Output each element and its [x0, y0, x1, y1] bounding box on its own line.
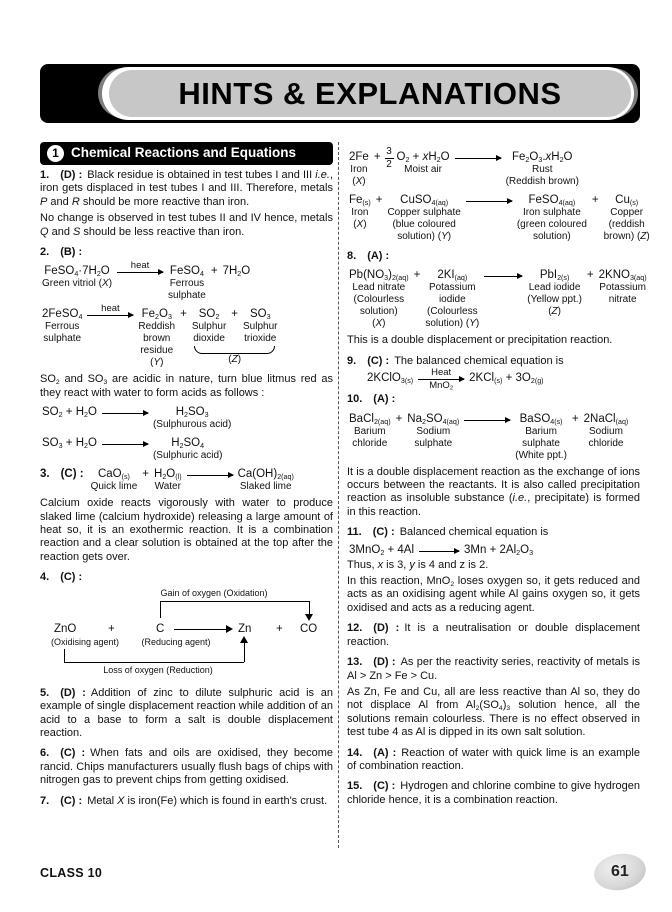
answer-text: Metal X is iron(Fe) which is found in earth's crust. [87, 794, 328, 807]
formula-label: brown) (Z) [603, 231, 650, 242]
formula-label: Sulphur [191, 321, 227, 333]
formula: $2KCl_{(s)} + 3O_{2(g)}$ [469, 372, 544, 386]
underbrace [194, 346, 275, 354]
reaction-arrow [187, 467, 233, 481]
grouped-products-row [190, 307, 280, 345]
formula-term [397, 150, 450, 176]
answer-key: (C) : [367, 354, 390, 367]
chapter-number-badge: 1 [47, 145, 64, 162]
question-number: 3. [40, 468, 50, 481]
formula-label: (green coloured [516, 219, 587, 230]
formula-label: Iron sulphate [522, 207, 581, 218]
answer-5 [40, 687, 333, 741]
answer-text: Black residue is obtained in test tubes I and III i.e., iron gets displaced in test tubes I and III. Therefore, metals P and R should be more reactive than iron. [40, 169, 333, 208]
question-number: 11. [347, 526, 362, 539]
arrow-line [87, 315, 133, 316]
equation-so2-water [40, 405, 333, 431]
formula-term [387, 193, 460, 243]
formula-term [349, 412, 391, 450]
formula-label: Quick lime [90, 481, 138, 493]
page-banner [40, 64, 640, 123]
answer-11 [347, 526, 640, 539]
formula: FeSO$_{4(aq)}$ [528, 194, 576, 207]
formula-label: (X) [352, 176, 366, 187]
equation-rust [347, 146, 640, 188]
equation-kclo3 [365, 367, 640, 392]
formula: $3Mn + 2Al_2O_3$ [464, 543, 534, 557]
formula-label: trioxide [244, 333, 277, 345]
answer-text: Balanced chemical equation is [399, 526, 549, 539]
answer-1-continued [40, 212, 333, 239]
formula: $Cu_{(s)}$ [615, 194, 639, 207]
formula-term [42, 307, 82, 345]
formula: $Fe_{(s)}$ [349, 194, 371, 207]
formula-term [349, 268, 409, 330]
arrow-line [102, 444, 148, 445]
answer-key: (A) : [367, 250, 390, 262]
answer-text: Hydrogen and chlorine combine to give hydrogen chloride hence, it is a combination reaction. [347, 780, 641, 806]
arrowhead-up-icon [240, 636, 248, 643]
formula-label: (Z) [548, 306, 561, 318]
formula-label: (Reddish brown) [505, 176, 579, 187]
reactant: ZnO [54, 622, 77, 635]
reaction-arrow [466, 193, 512, 207]
answer-key: (D) : [60, 686, 86, 699]
equation-mno2-al [347, 543, 640, 557]
answer-6 [40, 747, 333, 787]
fraction [385, 147, 394, 170]
formula-term [425, 268, 479, 330]
answer-key: (B) : [60, 246, 83, 259]
product: Zn [238, 622, 252, 635]
answer-text: This is a double displacement or precipitation reaction. [347, 334, 613, 347]
grouped-products [190, 307, 280, 366]
formula-label: solution) (Y) [397, 231, 452, 242]
formula-label: sulphate [414, 437, 453, 449]
formula-label: Ferrous [44, 321, 80, 333]
reduction-path-line [244, 643, 245, 662]
question-number: 6. [40, 747, 50, 760]
formula-term [599, 268, 647, 306]
formula: $7H_2O$ [222, 265, 251, 279]
formula: $Fe_2O_3$ [141, 308, 172, 322]
formula-term [517, 193, 587, 243]
answer-2 [40, 246, 333, 259]
formula-label: Potassium [599, 282, 646, 294]
answer-4 [40, 571, 333, 584]
formula-term [42, 264, 112, 290]
answer-key: (C) : [60, 747, 86, 760]
formula-label: (Colourless [427, 306, 478, 318]
formula-label: (Colourless [353, 294, 405, 306]
question-number: 12. [347, 622, 363, 635]
formula-label: (Yellow ppt.) [527, 294, 582, 306]
formula-term [243, 307, 277, 345]
formula: $H_2O_{(l)}$ [154, 468, 182, 482]
answer-text: Reaction of water with quick lime is an example of combination reaction. [347, 746, 640, 772]
answer-text: As Zn, Fe and Cu, all are less reactive than Al so, they do not displace Al from $Al_2(SO_4)_3$ solution hence, all the solutions remain colourless. There is no effect observed in test tube 4 as Al is dipped in its own salt solution. [347, 685, 640, 739]
equation-lead-nitrate [347, 268, 647, 330]
formula-label: (X) [372, 318, 386, 330]
answer-14 [347, 747, 640, 774]
note-text: $SO_2$ and $SO_3$ are acidic in nature, turn blue litmus red as they react with water to form acids as follows : [40, 373, 333, 399]
formula-label: (Sulphurous acid) [152, 419, 232, 431]
formula-term [153, 405, 231, 431]
reducing-agent-label: (Reducing agent) [141, 636, 211, 647]
answer-text: It is a neutralisation or double displacement reaction. [347, 622, 640, 648]
arrow-line [419, 551, 459, 552]
answer-key: (C) : [60, 468, 84, 481]
formula-term [469, 371, 543, 385]
answer-key: (C) : [60, 794, 83, 807]
formula-term [584, 412, 629, 450]
formula-label: chloride [588, 437, 624, 449]
reaction-arrow [87, 303, 133, 321]
answer-key: (D) : [373, 656, 396, 669]
formula-label: solution) [532, 231, 571, 242]
formula: 2FeSO$_4$ [42, 308, 83, 322]
equation-so3-water [40, 436, 333, 462]
answer-key: (A) : [373, 393, 396, 406]
formula-label: Slaked lime [239, 481, 292, 493]
formula-label: dioxide [193, 333, 225, 345]
formula: 2NaCl$_{(aq)}$ [583, 412, 629, 426]
formula: $SO_3$ [249, 308, 271, 322]
arrow-line [466, 201, 512, 202]
page-number: 61 [611, 863, 629, 881]
answer-9 [347, 355, 640, 368]
answer-text: Addition of zinc to dilute sulphuric acid is an example of single displacement reaction while addition of an acid to a base to form a salt is double displacement reaction. [40, 686, 333, 739]
answer-key: (A) : [373, 746, 397, 759]
formula: 3MnO$_2$ + 4Al [349, 543, 415, 557]
formula-label: Copper [610, 207, 644, 218]
reaction-arrow [102, 436, 148, 450]
formula-label: Lead iodide [528, 282, 581, 294]
formula-label: Barium [525, 425, 557, 437]
formula-label: Moist air [404, 164, 442, 175]
formula-term [407, 412, 459, 450]
arrow-catalyst: MnO$_2$ [429, 380, 454, 392]
product: CO [300, 622, 318, 635]
question-number: 13. [347, 656, 363, 669]
arrowhead-right-icon [226, 625, 233, 633]
formula: $H_2SO_4$ [171, 437, 205, 451]
right-column [347, 142, 650, 810]
formula: $SO_2 + H_2O$ [42, 406, 97, 420]
question-number: 2. [40, 246, 50, 259]
answer-11-values [347, 559, 640, 572]
answer-15 [347, 780, 640, 807]
question-number: 4. [40, 571, 50, 584]
plus-operator: + [413, 269, 421, 282]
formula-label: (X) [353, 219, 367, 230]
arrow-condition: heat [101, 303, 120, 315]
answer-key: (C) : [60, 571, 83, 584]
column-divider [338, 142, 339, 848]
question-number: 7. [40, 794, 50, 807]
formula-term [91, 467, 138, 493]
answer-text: Thus, x is 3, y is 4 and z is 2. [347, 558, 489, 571]
formula-label: Reddish [138, 321, 176, 333]
formula: CaO$_{(s)}$ [97, 468, 130, 482]
question-number: 15. [347, 780, 363, 793]
answer-8-text [347, 334, 640, 347]
reduction-label: Loss of oxygen (Reduction) [103, 664, 213, 675]
answer-7 [40, 795, 333, 808]
formula-label: (blue coloured [392, 219, 456, 230]
answer-11-text [347, 575, 640, 615]
oxidation-path-line [160, 601, 161, 618]
plus-operator: + [231, 308, 239, 321]
formula-label: Sodium [589, 425, 623, 437]
formula-term [192, 307, 226, 345]
plus-operator: + [571, 412, 579, 425]
answer-text: It is a double displacement reaction as the exchange of ions occurs between the reactants. It is also called precipitation reaction as insoluble substance (i.e., precipitate) is formed in this reaction. [347, 465, 640, 518]
arrow-line [187, 475, 233, 476]
formula-label: iodide [438, 294, 466, 306]
answer-10-text [347, 466, 640, 520]
formula: $SO_3 + H_2O$ [42, 437, 97, 451]
formula-label: sulphate [43, 333, 82, 345]
reaction-arrow [174, 629, 226, 630]
answer-10 [347, 393, 640, 406]
answer-key: (D) : [373, 622, 400, 635]
plus-operator: + [591, 194, 599, 206]
formula-label: sulphate [168, 290, 206, 302]
answer-key: (C) : [372, 526, 395, 539]
plus-operator: + [395, 412, 403, 425]
arrow-line [484, 276, 522, 277]
left-column [40, 142, 333, 811]
formula-label: residue [140, 345, 174, 357]
page-number-badge [591, 850, 648, 894]
plus-operator: + [142, 468, 149, 481]
reaction-arrow [419, 543, 459, 557]
formula-label: Sulphur [243, 321, 278, 333]
formula-term [238, 467, 294, 493]
formula: $2KI_{(aq)}$ [437, 269, 468, 283]
question-number: 5. [40, 686, 50, 699]
plus-operator: + [276, 622, 283, 635]
question-number: 8. [347, 250, 357, 262]
formula-label: (White ppt.) [515, 449, 567, 461]
formula-label: Sodium [416, 425, 451, 437]
formula-label: solution) (Y) [425, 318, 480, 330]
banner-pill [109, 70, 631, 117]
arrowhead-down-icon [305, 614, 313, 621]
plus-operator: + [375, 194, 383, 206]
answer-text: The balanced chemical equation is [394, 354, 564, 367]
equation-fe-cuso4 [347, 193, 650, 243]
formula-term [154, 467, 182, 493]
plus-operator: + [586, 269, 594, 282]
oxidising-agent-label: (Oxidising agent) [50, 636, 120, 647]
question-number: 14. [347, 746, 363, 759]
formula: $H_2SO_3$ [175, 406, 209, 420]
reduction-path-line [64, 649, 65, 662]
answer-text: In this reaction, MnO$_2$ loses oxygen so, it gets reduced and acts as an oxidising agent while Al gains oxygen so, it gets oxidised and acts as a reducing agent. [347, 575, 640, 614]
formula-label: Rust [531, 164, 553, 175]
formula-label: Ferrous [169, 278, 205, 290]
formula: $2KNO_{3(aq)}$ [598, 269, 647, 283]
footer-class-label: CLASS 10 [40, 866, 103, 880]
formula: $SO_2$ [198, 308, 220, 322]
answer-key: (C) : [373, 780, 396, 793]
formula-label: brown [143, 333, 171, 345]
reactant: C [156, 622, 165, 635]
answer-text: Calcium oxide reacts vigorously with water to produce slaked lime (calcium hydroxide) releasing a large amount of heat so, it is an exothermic reaction. It is a combination reaction and a clear solution is obtained at the top after the reaction gets over. [40, 497, 333, 563]
formula-term [42, 405, 97, 419]
brace-label: (Z) [228, 354, 242, 366]
formula: BaCl$_{2(aq)}$ [349, 412, 391, 426]
formula-term [42, 436, 97, 450]
fraction-numerator: 3 [386, 146, 392, 157]
formula: CuSO$_{4(aq)}$ [400, 194, 449, 207]
equation-feso4-decomposition [40, 303, 333, 369]
plus-operator: + [108, 622, 115, 635]
arrow-line [464, 420, 510, 421]
formula: BaSO$_{4(s)}$ [519, 412, 563, 426]
question-number: 1. [40, 169, 50, 181]
answer-key: (D) : [60, 169, 83, 181]
formula: $Na_2SO_{4(aq)}$ [407, 412, 460, 426]
formula: $Pb(NO_3)_{2(aq)}$ [349, 269, 409, 283]
formula-term [506, 150, 579, 188]
answer-text: As per the reactivity series, reactivity of metals is Al > Zn > Fe > Cu. [347, 656, 641, 682]
formula-label: sulphate [522, 437, 560, 449]
oxidation-path-line [160, 601, 310, 602]
formula-label: solution) [359, 306, 398, 318]
question-number: 9. [347, 354, 357, 367]
formula-label: Iron [350, 164, 368, 175]
reaction-arrow [455, 150, 501, 164]
formula: $Fe_2O_3.xH_2O$ [512, 151, 573, 164]
formula-term [168, 264, 206, 302]
formula-label: Copper sulphate [387, 207, 461, 218]
formula-term [349, 543, 414, 557]
arrow-line [102, 413, 148, 414]
formula-term [349, 193, 371, 231]
answer-text: When fats and oils are oxidised, they become rancid. Chips manufacturers usually flush bags of chips with nitrogen gas to prevent chips from getting oxidised. [40, 747, 333, 787]
formula-term [464, 543, 533, 557]
arrow-condition: heat [130, 260, 150, 272]
formula-term [515, 412, 567, 462]
answer-1 [40, 169, 333, 209]
formula-term [367, 371, 413, 385]
plus-operator: + [373, 151, 381, 163]
answer-text: No change is observed in test tubes II and IV hence, metals Q and S should be less reactive than iron. [40, 212, 333, 238]
redox-diagram [42, 588, 324, 680]
formula: 2Fe [349, 151, 369, 163]
answer-13-text [347, 686, 640, 740]
plus-operator: + [210, 265, 218, 278]
formula-label: Iron [351, 207, 369, 218]
formula-label: (reddish [608, 219, 645, 230]
reaction-arrow [464, 412, 510, 426]
formula-label: Lead nitrate [352, 282, 406, 294]
formula-term [349, 150, 369, 188]
arrow-condition: Heat [431, 367, 452, 379]
reaction-arrow [102, 405, 148, 419]
formula: $O_2 + xH_2O$ [396, 151, 450, 164]
oxidation-label: Gain of oxygen (Oxidation) [160, 587, 268, 598]
formula: PbI$_{2(s)}$ [539, 269, 570, 283]
formula-label: Barium [353, 425, 386, 437]
answer-3-text [40, 497, 333, 564]
answer-3-equation [40, 467, 333, 493]
formula-label: chloride [352, 437, 388, 449]
formula-term [604, 193, 650, 243]
equation-bacl2 [347, 412, 640, 462]
oxidation-path-line [309, 601, 310, 614]
fraction-denominator: 2 [386, 159, 392, 170]
formula: FeSO$_4$ [169, 265, 204, 279]
chapter-header [40, 142, 333, 165]
formula-term [138, 307, 175, 369]
answer-12 [347, 622, 640, 649]
formula: 2KClO$_{3(s)}$ [367, 372, 414, 386]
formula-label: Potassium [428, 282, 476, 294]
reaction-arrow [418, 367, 464, 392]
formula: $Ca(OH)_{2(aq)}$ [237, 468, 294, 482]
formula-label: (Sulphuric acid) [152, 450, 223, 462]
formula-term [527, 268, 582, 318]
reaction-arrow [117, 260, 163, 278]
formula-label: nitrate [608, 294, 637, 306]
answer-8 [347, 250, 640, 263]
chapter-title: Chemical Reactions and Equations [71, 145, 297, 161]
banner-title: HINTS & EXPLANATIONS [178, 75, 562, 111]
plus-operator: + [180, 308, 187, 321]
formula-label: Water [154, 481, 181, 493]
question-number: 10. [347, 393, 363, 406]
arrow-line [455, 158, 501, 159]
equation-feso4-hydrate [40, 260, 333, 302]
note-acidic-oxides [40, 373, 333, 400]
formula-label: (Y) [150, 357, 164, 369]
formula: $FeSO_4\cdot 7H_2O$ [44, 265, 110, 279]
reduction-path-line [64, 662, 244, 663]
reaction-arrow [484, 268, 522, 282]
answer-13 [347, 656, 640, 683]
formula-label: Green vitriol (X) [42, 278, 113, 290]
formula-term [223, 264, 251, 278]
arrow-line [117, 272, 163, 273]
formula-term [153, 436, 222, 462]
